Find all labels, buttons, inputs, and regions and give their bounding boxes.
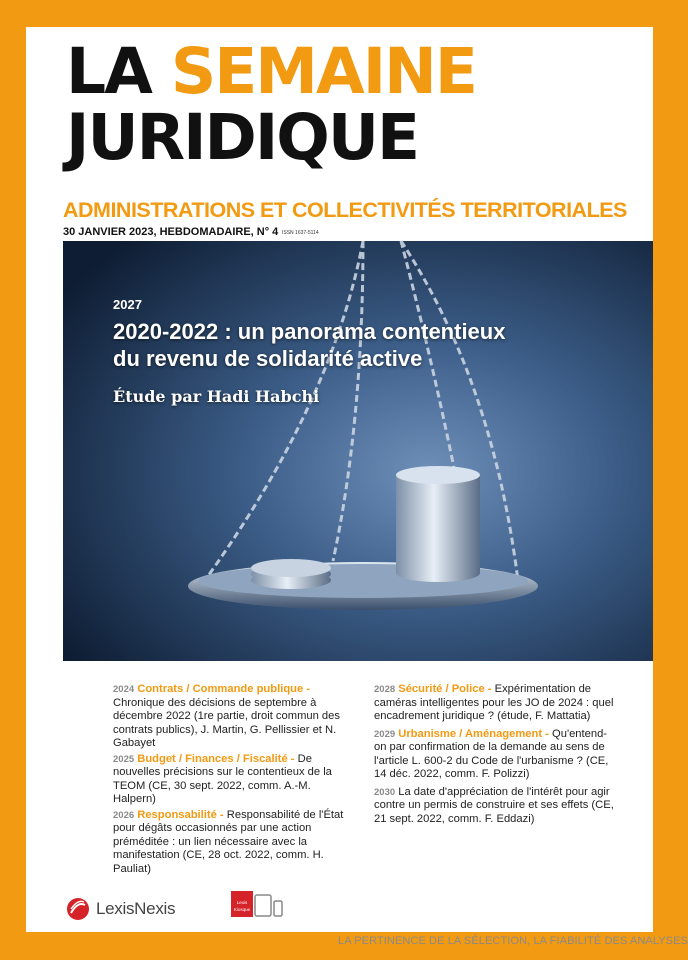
issue-line: 30 JANVIER 2023, HEBDOMADAIRE, N° 4 [63,226,279,238]
hero-author: Étude par Hadi Habchi [113,387,320,406]
article-category: Sécurité / Police - [398,683,492,695]
article-text: Qu'entend-on par confirmation de la demande au sens de l'article L. 600-2 du Code de l'urbanisme ? (CE, 14 déc. 2022, comm. F. Polizzi) [374,727,609,780]
article-item-2030[interactable] [374,786,614,827]
lexisnexis-logo[interactable] [66,897,175,921]
kiosque-book-icon [231,891,253,917]
article-text: Responsabilité de l'État pour dégâts occasionnés par une action préméditée : un lien nécessaire avec la manifestation (CE, 28 oct. 2022, comm. H. Pauliat) [113,808,344,875]
article-item-2026[interactable] [113,809,353,877]
article-number: 2030 [374,786,396,798]
articles-right-column [374,683,614,826]
article-text: Expérimentation de caméras intelligentes pour les JO de 2024 : quel encadrement juridique ? (étude, F. Mattatia) [374,683,614,722]
scale-photo [63,241,653,661]
article-number: 2028 [374,684,396,695]
articles-left-column [113,683,353,876]
kiosque-line2: Kiosque [233,907,251,912]
masthead-line1 [66,35,476,108]
tablet-icon [253,893,283,917]
hero-headline[interactable] [113,318,633,372]
article-item-2029[interactable] [374,728,614,782]
masthead-prefix: LA [66,35,171,108]
article-category: Responsabilité - [137,808,224,821]
phone-icon [274,901,282,916]
hero-image[interactable] [63,241,653,661]
publication-subtitle: ADMINISTRATIONS ET COLLECTIVITÉS TERRITORIALES [63,198,627,222]
article-category: Budget / Finances / Fiscalité - [137,752,295,765]
masthead-line2: JURIDIQUE [66,101,419,174]
article-number: 2024 [113,684,135,695]
article-item-2028[interactable] [374,683,614,724]
article-number: 2025 [113,753,135,765]
kiosque-line1: Lexis [236,900,248,905]
masthead [66,35,476,174]
lexisnexis-logo-icon [66,897,90,921]
article-text: Chronique des décisions de septembre à décembre 2022 (1re partie, droit commun des contrats publics), J. Martin, G. Pellissier et N. Gabayet [113,696,340,749]
article-category: Urbanisme / Aménagement - [398,727,549,740]
hero-headline-line2: du revenu de solidarité active [113,346,423,371]
hero-article-number: 2027 [113,297,142,312]
masthead-accent: SEMAINE [170,35,476,108]
article-text: De nouvelles précisions sur le contentieux de la TEOM (CE, 30 sept. 2022, comm. A.-M. Halpern) [113,752,332,805]
issn: ISSN 1637-5114 [282,230,319,236]
article-item-2025[interactable] [113,753,353,807]
article-number: 2029 [374,728,396,740]
lexis-kiosque-badge[interactable] [231,891,283,917]
cover-page [26,27,688,947]
tagline: LA PERTINENCE DE LA SÉLECTION, LA FIABILITÉ DES ANALYSES [338,935,688,947]
article-text: La date d'appréciation de l'intérêt pour agir contre un permis de construire et ses effets (CE, 21 sept. 2022, comm. F. Eddazi) [374,785,614,825]
article-item-2024[interactable] [113,683,353,751]
publisher-wordmark: LexisNexis [96,899,176,918]
article-number: 2026 [113,809,135,821]
article-category: Contrats / Commande publique - [137,683,311,695]
hero-headline-line1: 2020-2022 : un panorama contentieux [113,319,506,344]
